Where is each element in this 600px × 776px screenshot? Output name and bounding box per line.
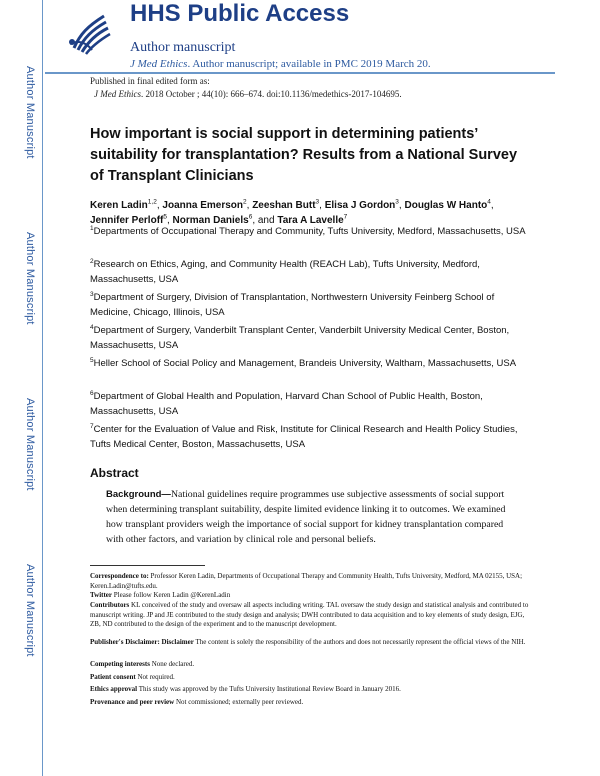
affiliation-text: Heller School of Social Policy and Management, Brandeis University, Waltham, Massachusetts, USA (93, 358, 517, 369)
availability-text: . Author manuscript; available in PMC 2019 March 20. (187, 58, 431, 70)
author-list (90, 198, 530, 228)
provenance-text: Not commissioned; externally peer reviewed. (174, 698, 304, 706)
disclaimer-note (90, 638, 530, 648)
competing-interests-note (90, 660, 530, 670)
provenance-note (90, 698, 530, 708)
author-affiliation-number: 2 (243, 198, 247, 206)
hhs-eagle-logo-icon (60, 4, 120, 62)
affiliation-text: Department of Surgery, Division of Transplantation, Northwestern University Feinberg School of Medicine, Chicago, Illinois, USA (90, 292, 495, 318)
affiliation-number: 7 (90, 422, 94, 430)
twitter-label: Twitter (90, 591, 113, 599)
author-separator: , (490, 200, 494, 211)
consent-label: Patient consent (90, 673, 136, 681)
article-title: How important is social support in determining patients’ suitability for transplantation? Results from a National Survey of Transplant Clinicians (90, 126, 518, 184)
author-name: Douglas W Hanto (404, 200, 488, 211)
sidebar-label: Author Manuscript (24, 564, 36, 657)
author-name: Tara A Lavelle (277, 215, 344, 226)
contributors-text: KL conceived of the study and oversaw all aspects including writing. TAL oversaw the study design and statistical analysis and contributed to manuscript writing. JP and JE contributed to the study design and analysis; DWH contributed to data acquisition and to key elements of study design, EJG, ZB, ND contributed to the design of the experiment and to the manuscript development. (90, 601, 529, 629)
author-affiliation-number: 6 (248, 213, 253, 221)
contributors-note (90, 601, 530, 630)
author-separator: , (319, 200, 325, 211)
ethics-approval-note (90, 685, 530, 695)
affiliation-text: Department of Global Health and Population, Harvard Chan School of Public Health, Boston, Massachusetts, USA (90, 391, 483, 417)
background-label: Background— (106, 489, 171, 500)
citation-journal: J Med Ethics (94, 89, 141, 99)
author-name: Norman Daniels (172, 215, 249, 226)
hhs-public-access-title: HHS Public Access (130, 0, 350, 27)
ethics-label: Ethics approval (90, 685, 138, 693)
disclaimer-label: Publisher's Disclaimer: Disclaimer (90, 638, 194, 646)
provenance-label: Provenance and peer review (90, 698, 175, 706)
author-separator: , and (252, 215, 278, 226)
contributors-label: Contributors (90, 601, 130, 609)
author-separator: , (156, 200, 163, 211)
affiliation-number: 2 (90, 257, 94, 265)
affiliation-number: 6 (90, 389, 94, 397)
author-separator: , (246, 200, 253, 211)
affiliation-item (90, 258, 530, 287)
affiliation-text: Research on Ethics, Aging, and Community Health (REACH Lab), Tufts University, Medford, Massachusetts, USA (90, 259, 480, 285)
affiliation-text: Department of Surgery, Vanderbilt Transplant Center, Vanderbilt University Medical Center, Boston, Massachusetts, USA (90, 325, 510, 351)
citation-line (94, 89, 402, 99)
affiliation-text: Departments of Occupational Therapy and Community, Tufts University, Medford, Massachusetts, USA (93, 226, 526, 237)
twitter-text: Please follow Keren Ladin @KerenLadin (112, 591, 231, 599)
published-line: Published in final edited form as: (90, 76, 210, 86)
affiliation-item (90, 291, 530, 320)
affiliation-item (90, 357, 530, 372)
journal-abbrev: J Med Ethics (130, 58, 188, 70)
author-manuscript-subtitle: Author manuscript (130, 40, 236, 55)
author-name: Keren Ladin (90, 200, 148, 211)
affiliation-item (90, 390, 530, 419)
header-divider (45, 72, 555, 74)
author-name: Zeeshan Butt (252, 200, 316, 211)
author-affiliation-number: 4 (487, 198, 491, 206)
sidebar-label: Author Manuscript (24, 66, 36, 159)
competing-label: Competing interests (90, 660, 150, 668)
left-margin-rule (42, 0, 43, 776)
sidebar-label: Author Manuscript (24, 398, 36, 491)
footnote-divider (90, 565, 205, 566)
affiliation-item (90, 324, 530, 353)
availability-line (130, 58, 431, 70)
author-name: Joanna Emerson (162, 200, 243, 211)
affiliation-item (90, 423, 530, 452)
author-affiliation-number: 1,2 (147, 198, 157, 206)
author-name: Elisa J Gordon (324, 200, 396, 211)
patient-consent-note (90, 673, 530, 683)
affiliation-number: 3 (90, 290, 94, 298)
twitter-note (90, 591, 530, 601)
ethics-text: This study was approved by the Tufts University Institutional Review Board in January 2016. (137, 685, 401, 693)
correspondence-text: Professor Keren Ladin, Departments of Occupational Therapy and Community Health, Tufts University, Medford, MA 02155, USA; Keren.Ladin@tufts.edu. (90, 572, 523, 590)
correspondence-label: Correspondence to: (90, 572, 149, 580)
author-separator: , (166, 215, 173, 226)
author-separator: , (398, 200, 405, 211)
author-affiliation-number: 5 (163, 213, 167, 221)
author-name: Jennifer Perloff (90, 215, 164, 226)
affiliation-number: 4 (90, 323, 94, 331)
citation-text: . 2018 October ; 44(10): 666–674. doi:10.1136/medethics-2017-104695. (140, 89, 402, 99)
author-affiliation-number: 3 (315, 198, 320, 206)
affiliation-text: Center for the Evaluation of Value and Risk, Institute for Clinical Research and Health Policy Studies, Tufts Medical Center, Boston, Massachusetts, USA (90, 424, 518, 450)
affiliation-number: 1 (90, 224, 94, 232)
correspondence-note (90, 572, 530, 591)
author-affiliation-number: 7 (343, 213, 348, 221)
sidebar-label: Author Manuscript (24, 232, 36, 325)
background-text: National guidelines require programmes use subjective assessments of social support when determining transplant suitability, despite limited evidence linking it to outcomes. We examined how transplant providers weigh the importance of social support for kidney transplantation compared with other factors, and variation by clinical role and personal beliefs. (106, 489, 506, 545)
abstract-heading: Abstract (90, 466, 139, 480)
affiliation-item (90, 225, 530, 240)
disclaimer-text: The content is solely the responsibility of the authors and does not necessarily represent the official views of the NIH. (193, 638, 526, 646)
author-affiliation-number: 3 (395, 198, 399, 206)
competing-text: None declared. (149, 660, 195, 668)
abstract-background (106, 487, 521, 547)
affiliation-number: 5 (90, 356, 94, 364)
consent-text: Not required. (135, 673, 175, 681)
